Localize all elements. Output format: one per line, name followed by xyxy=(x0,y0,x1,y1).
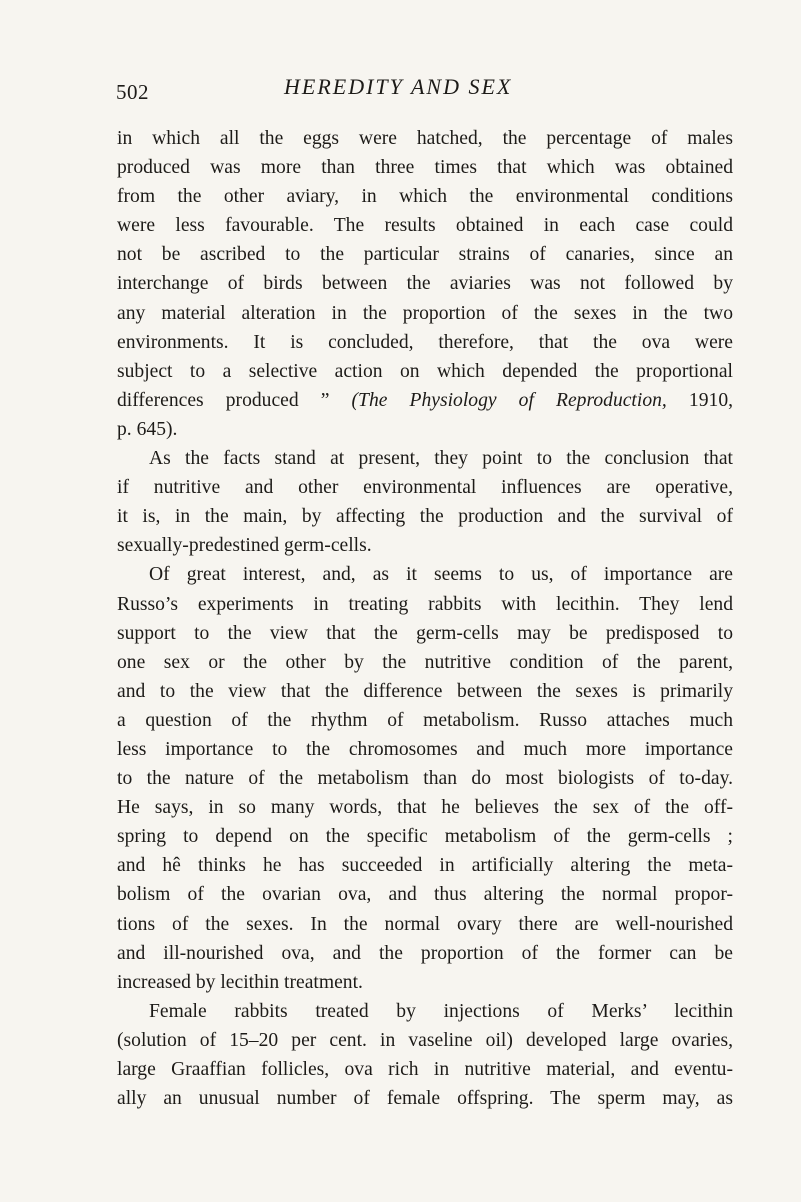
text-line: increased by lecithin treatment. xyxy=(117,971,363,993)
text-line: not be ascribed to the particular strains of canaries, since an xyxy=(117,244,733,266)
text-segment: differences produced ” xyxy=(117,389,330,411)
text-line: in which all the eggs were hatched, the percentage of males xyxy=(117,128,733,149)
text-line: support to the view that the germ-cells may be predisposed to xyxy=(117,622,733,644)
text-line: and ill-nourished ova, and the proportion of the former can be xyxy=(117,942,733,964)
text-line: less importance to the chromosomes and much more importance xyxy=(117,738,733,760)
text-line: produced was more than three times that which was obtained xyxy=(117,157,733,179)
text-line: p. 645). xyxy=(117,418,178,440)
text-line: a question of the rhythm of metabolism. Russo attaches much xyxy=(117,709,733,731)
text-line: As the facts stand at present, they point to the conclusion that xyxy=(149,448,733,470)
text-line: environments. It is concluded, therefore, that the ova were xyxy=(117,331,733,353)
text-line: it is, in the main, by affecting the production and the survival of xyxy=(117,506,733,528)
text-line: Of great interest, and, as it seems to us, of importance are xyxy=(149,564,733,586)
text-line: Russo’s experiments in treating rabbits with lecithin. They lend xyxy=(117,593,733,615)
text-line: tions of the sexes. In the normal ovary there are well-nourished xyxy=(117,913,733,935)
text-segment: 1910, xyxy=(688,389,734,411)
text-line: sexually-predestined germ-cells. xyxy=(117,535,372,557)
text-line: ally an unusual number of female offspring. The sperm may, as xyxy=(117,1088,733,1110)
text-line: from the other aviary, in which the environmental conditions xyxy=(117,186,733,208)
text-line: were less favourable. The results obtained in each case could xyxy=(117,215,733,237)
text-line: subject to a selective action on which depended the proportional xyxy=(117,360,733,382)
text-line: bolism of the ovarian ova, and thus altering the normal propor- xyxy=(117,884,733,906)
text-line: spring to depend on the specific metabolism of the germ-cells ; xyxy=(117,826,733,848)
body-text xyxy=(117,124,733,1113)
text-line: Female rabbits treated by injections of Merks’ lecithin xyxy=(149,1000,733,1022)
book-title: (The Physiology of Reproduction, xyxy=(351,389,667,411)
text-line: any material alteration in the proportion of the sexes in the two xyxy=(117,302,733,324)
text-line: and hê thinks he has succeeded in artificially altering the meta- xyxy=(117,855,733,877)
text-line xyxy=(117,386,733,415)
text-line: one sex or the other by the nutritive condition of the parent, xyxy=(117,651,733,673)
text-line: if nutritive and other environmental influences are operative, xyxy=(117,477,733,499)
running-head: HEREDITY AND SEX xyxy=(284,74,513,99)
page-number: 502 xyxy=(116,80,149,104)
text-line: to the nature of the metabolism than do most biologists of to-day. xyxy=(117,768,733,790)
text-line: (solution of 15–20 per cent. in vaseline oil) developed large ovaries, xyxy=(117,1029,733,1051)
text-line: He says, in so many words, that he believes the sex of the off- xyxy=(117,797,733,819)
text-line: large Graaffian follicles, ova rich in nutritive material, and eventu- xyxy=(117,1059,733,1080)
text-line: and to the view that the difference between the sexes is primarily xyxy=(117,680,733,702)
text-line: interchange of birds between the aviaries was not followed by xyxy=(117,273,733,295)
